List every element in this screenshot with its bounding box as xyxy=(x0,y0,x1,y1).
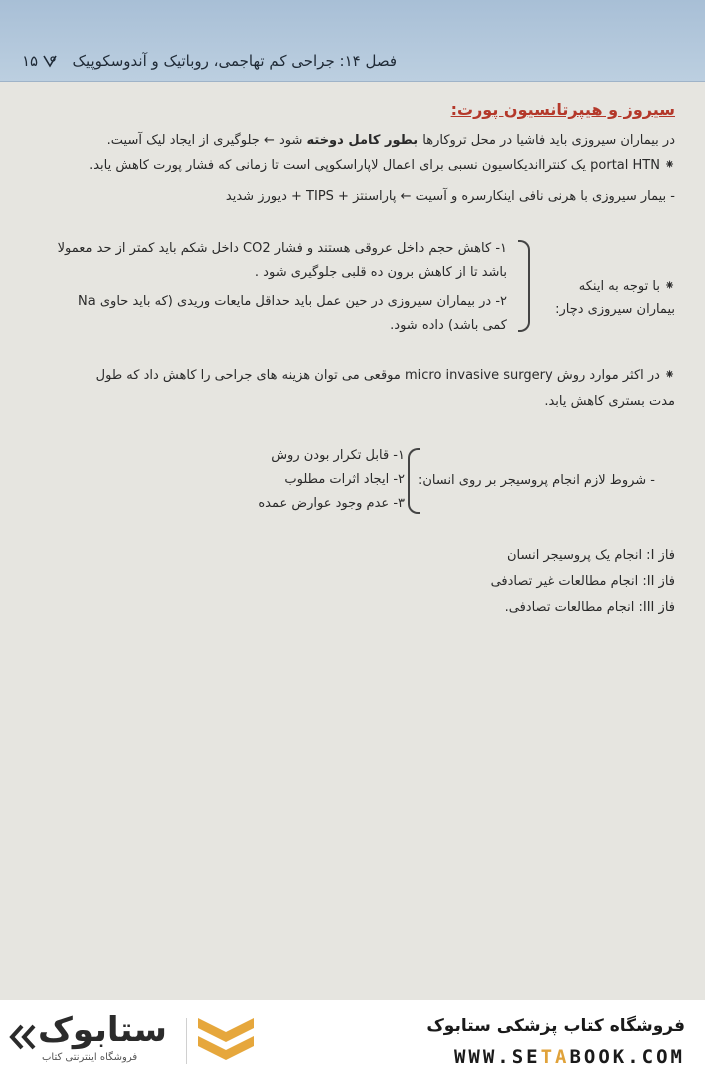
conditions-lead: - شروط لازم انجام پروسیجر بر روی انسان: xyxy=(417,473,655,488)
text-run: در بیماران سیروزی باید فاشیا در محل تروکارها xyxy=(418,133,675,148)
logo-arrows-icon xyxy=(6,1022,40,1052)
logo-divider xyxy=(186,1018,187,1064)
text-run: شود ← جلوگیری از ایجاد لیک آسیت. xyxy=(106,133,307,148)
store-name: فروشگاه کتاب پزشکی ستابوک xyxy=(426,1016,685,1036)
page-number: ۱۵ xyxy=(22,52,39,70)
brace xyxy=(518,240,530,332)
url-part: BOOK.COM xyxy=(569,1046,685,1068)
setabook-chevron-icon xyxy=(196,1014,256,1066)
phase-2: فاز II: انجام مطالعات غیر تصادفی xyxy=(490,574,675,589)
paragraph-portal-htn: ⁕ portal HTN یک کنترااندیکاسیون نسبی برای اعمال لاپاراسکوپی است تا زمانی که فشار پورت کاهش یابد. xyxy=(89,158,675,173)
phase-3: فاز III: انجام مطالعات تصادفی. xyxy=(504,600,675,615)
store-url[interactable] xyxy=(454,1046,685,1068)
logo-subtitle: فروشگاه اینترنتی کتاب xyxy=(42,1052,138,1063)
consideration-item: ۱- کاهش حجم داخل عروقی هستند و فشار CO2 داخل شکم باید کمتر از حد معمولا xyxy=(57,241,507,256)
chapter-title: فصل ۱۴: جراحی کم تهاجمی، روباتیک و آندوسکوپیک xyxy=(72,52,397,70)
consideration-item: کمی باشد) داده شود. xyxy=(390,318,507,333)
consideration-item: باشد تا از کاهش برون ده قلبی جلوگیری شود . xyxy=(254,265,507,280)
section-title: سیروز و هیپرتانسیون پورت: xyxy=(450,100,675,119)
paragraph-micro-invasive: ⁕ در اکثر موارد روش micro invasive surgery موقعی می توان هزینه های جراحی را کاهش داد که طول xyxy=(95,368,675,383)
bookmark-icon xyxy=(42,53,58,69)
condition-item: ۳- عدم وجود عوارض عمده xyxy=(258,496,405,511)
paragraph-umbilical-hernia: - بیمار سیروزی با هرنی نافی اینکارسره و آسیت ← پاراسنتز + TIPS + دیورز شدید xyxy=(225,189,675,204)
phase-1: فاز I: انجام یک پروسیجر انسان xyxy=(506,548,675,563)
logo-text: ستابوک xyxy=(38,1010,167,1050)
url-accent: TA xyxy=(540,1046,570,1068)
considerations-lead-2: بیماران سیروزی دچار: xyxy=(555,302,675,317)
paragraph-micro-invasive-2: مدت بستری کاهش یابد. xyxy=(544,394,675,409)
condition-item: ۲- ایجاد اثرات مطلوب xyxy=(284,472,405,487)
brace xyxy=(408,448,420,514)
paragraph-fascia xyxy=(25,130,675,152)
url-part: WWW.SE xyxy=(453,1046,541,1068)
page-header xyxy=(0,0,705,82)
considerations-lead-1: ⁕ با توجه به اینکه xyxy=(578,279,675,294)
condition-item: ۱- قابل تکرار بودن روش xyxy=(271,448,405,463)
bold-text: بطور کامل دوخته xyxy=(306,133,419,148)
footer-banner xyxy=(0,1000,705,1079)
consideration-item: ۲- در بیماران سیروزی در حین عمل باید حداقل مایعات وریدی (که باید حاوی Na xyxy=(78,294,507,309)
